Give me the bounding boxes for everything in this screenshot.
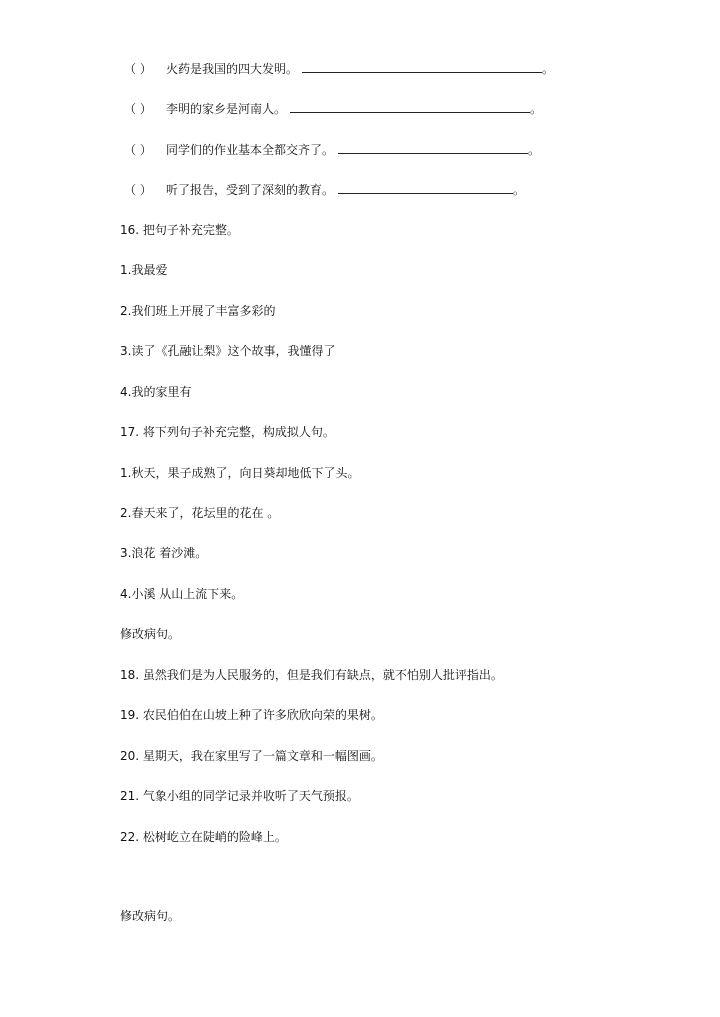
answer-paren[interactable]: （ ） [124, 62, 152, 76]
judge-text: 李明的家乡是河南人。 [166, 102, 287, 116]
judge-item [124, 100, 542, 117]
judge-item [124, 60, 554, 77]
section-heading: 修改病句。 [120, 627, 181, 641]
judge-item [124, 141, 540, 158]
answer-paren[interactable]: （ ） [124, 102, 152, 116]
section-heading: 修改病句。 [120, 909, 181, 923]
judge-end: 。 [528, 143, 541, 157]
q17-item: 2.春天来了，花坛里的花在 。 [120, 506, 280, 520]
answer-paren[interactable]: （ ） [124, 143, 152, 157]
judge-text: 火药是我国的四大发明。 [166, 62, 299, 76]
error-sentence-item: 20. 星期天，我在家里写了一篇文章和一幅图画。 [120, 749, 383, 763]
q17-item: 4.小溪 从山上流下来。 [120, 587, 244, 601]
error-sentence-item: 18. 虽然我们是为人民服务的，但是我们有缺点，就不怕别人批评指出。 [120, 668, 503, 682]
judge-end: 。 [530, 102, 543, 116]
judge-end: 。 [513, 183, 526, 197]
q17-item: 3.浪花 着沙滩。 [120, 546, 208, 560]
q17-item: 1.秋天，果子成熟了，向日葵却地低下了头。 [120, 466, 360, 480]
judge-item [124, 181, 525, 198]
judge-text: 同学们的作业基本全都交齐了。 [166, 143, 335, 157]
q16-item: 2.我们班上开展了丰富多彩的 [120, 304, 276, 318]
q16-item: 4.我的家里有 [120, 385, 192, 399]
judge-end: 。 [542, 62, 555, 76]
question-16-title: 16. 把句子补充完整。 [120, 223, 239, 237]
error-sentence-item: 21. 气象小组的同学记录并收听了天气预报。 [120, 789, 359, 803]
question-17-title: 17. 将下列句子补充完整，构成拟人句。 [120, 425, 335, 439]
q16-item: 1.我最爱 [120, 263, 168, 277]
error-sentence-item: 22. 松树屹立在陡峭的险峰上。 [120, 830, 287, 844]
answer-blank[interactable] [338, 181, 513, 194]
answer-blank[interactable] [302, 60, 542, 73]
answer-blank[interactable] [290, 100, 530, 113]
answer-paren[interactable]: （ ） [124, 183, 152, 197]
error-sentence-item: 19. 农民伯伯在山坡上种了许多欣欣向荣的果树。 [120, 708, 383, 722]
answer-blank[interactable] [338, 141, 528, 154]
q16-item: 3.读了《孔融让梨》这个故事，我懂得了 [120, 344, 336, 358]
judge-text: 听了报告，受到了深刻的教育。 [166, 183, 335, 197]
